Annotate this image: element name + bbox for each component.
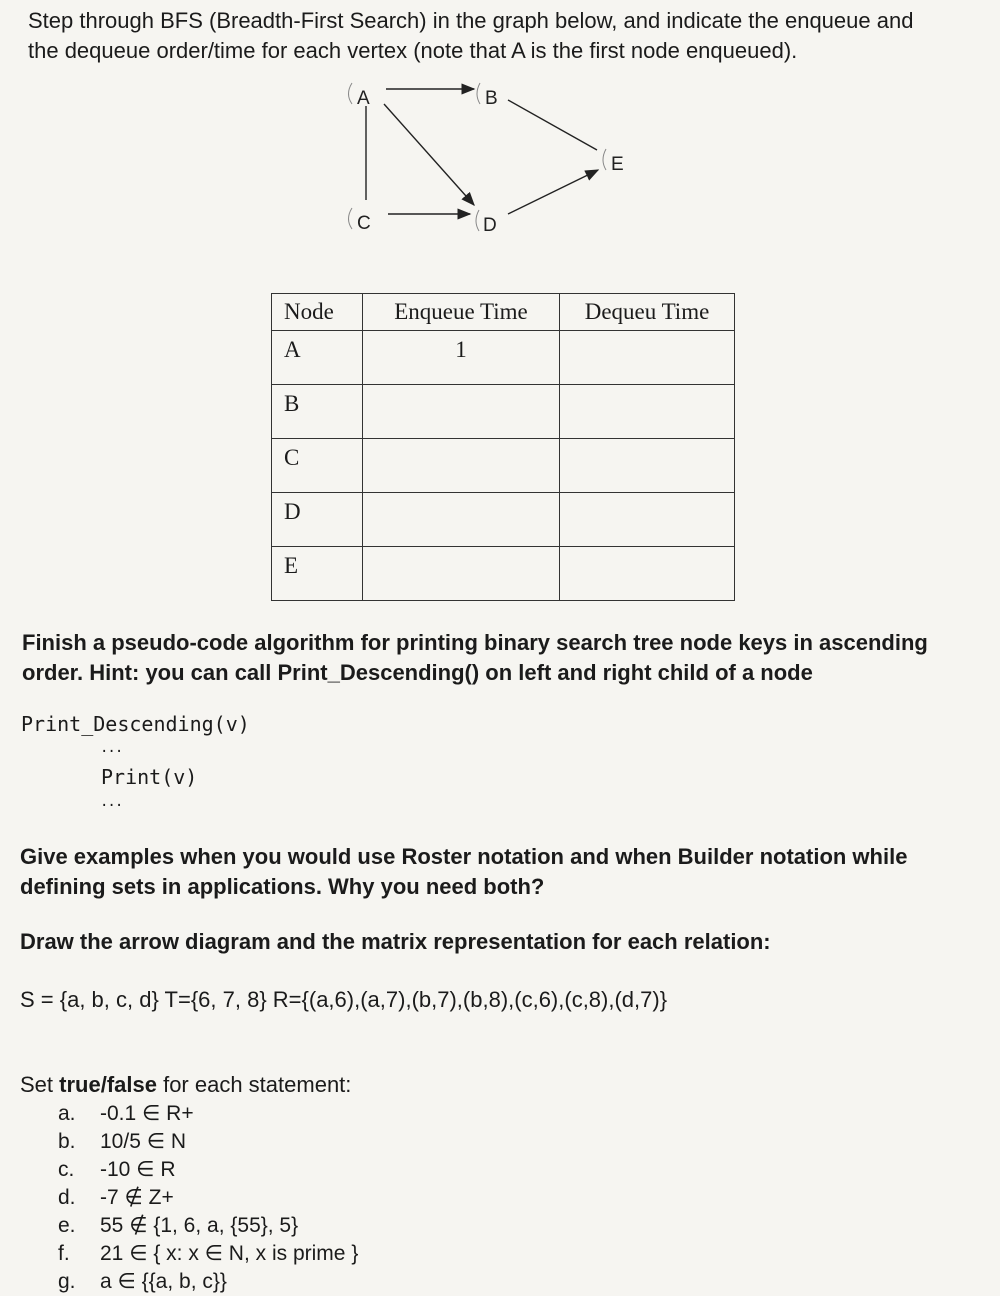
table-row [272,493,735,547]
graph-node-c [349,208,371,234]
table-row [272,385,735,439]
row-node: D [284,499,301,524]
bst-question-line2: order. Hint: you can call Print_Descending() on left and right child of a node [22,660,813,685]
list-item [58,1156,358,1184]
bst-question [22,628,992,688]
header-dequeue-time: Dequeu Time [560,294,735,331]
list-item [58,1100,358,1128]
bst-question-line1: Finish a pseudo-code algorithm for printing binary search tree node keys in ascending [22,630,928,655]
item-text: 10/5 ∈ N [100,1130,186,1153]
item-label: a. [58,1102,76,1125]
code-ellipsis-1: ... [100,740,123,756]
row-enqueue [363,439,559,445]
item-text: 55 ∉ {1, 6, a, {55}, 5} [100,1214,299,1237]
graph-node-a-label: A [357,88,370,109]
true-false-intro-bold: true/false [59,1072,157,1097]
item-text: -0.1 ∈ R+ [100,1102,194,1125]
item-text: -7 ∉ Z+ [100,1186,174,1209]
row-node: E [284,553,299,578]
list-item [58,1184,358,1212]
edge-a-d [384,104,474,205]
graph-node-a [349,83,371,109]
row-enqueue: 1 [455,337,467,362]
row-dequeue[interactable] [560,331,735,385]
bfs-graph [0,0,1000,260]
true-false-list [58,1100,358,1296]
graph-node-e-label: E [611,154,624,175]
code-function-header: Print_Descending(v) [21,712,250,736]
edge-d-e [508,170,598,214]
row-enqueue [363,385,559,391]
true-false-intro [20,1070,351,1100]
graph-node-c-label: C [357,213,371,234]
row-node: A [284,337,301,362]
relation-definition: S = {a, b, c, d} T={6, 7, 8} R={(a,6),(a,7),(b,7),(b,8),(c,6),(c,8),(d,7)} [20,987,668,1012]
item-text: -10 ∈ R [100,1158,176,1181]
graph-node-d-label: D [483,215,497,236]
bfs-table [271,293,735,601]
bfs-question-line2: the dequeue order/time for each vertex (note that A is the first node enqueued). [28,38,798,63]
item-label: c. [58,1158,75,1181]
header-enqueue-time: Enqueue Time [363,294,560,331]
code-ellipsis-2: ... [100,794,123,810]
item-label: e. [58,1214,76,1237]
list-item [58,1212,358,1240]
list-item [58,1240,358,1268]
row-enqueue [363,547,559,553]
code-print-line: Print(v) [101,765,198,789]
graph-node-b [477,83,498,109]
graph-node-e [603,149,624,175]
header-node: Node [272,294,363,331]
true-false-intro-post: for each statement: [156,1072,352,1097]
bfs-question-line1: Step through BFS (Breadth-First Search) in the graph below, and indicate the enqueue and [28,8,914,33]
list-item [58,1128,358,1156]
row-dequeue[interactable] [560,547,735,601]
item-label: b. [58,1130,76,1153]
notation-question-line1: Give examples when you would use Roster notation and when Builder notation while [20,844,908,869]
true-false-intro-pre: Set [20,1072,60,1097]
table-row [272,439,735,493]
item-label: d. [58,1186,76,1209]
row-dequeue[interactable] [560,385,735,439]
row-node: B [284,391,300,416]
notation-question [20,842,990,902]
row-dequeue[interactable] [560,439,735,493]
graph-node-b-label: B [485,88,498,109]
item-text: a ∈ {{a, b, c}} [100,1270,227,1293]
edge-b-e [508,100,597,150]
list-item [58,1268,358,1296]
item-text: 21 ∈ { x: x ∈ N, x is prime } [100,1242,359,1265]
notation-question-line2: defining sets in applications. Why you need both? [20,874,545,899]
row-dequeue[interactable] [560,493,735,547]
row-enqueue [363,493,559,499]
table-row [272,331,735,385]
row-node: C [284,445,300,470]
table-row [272,547,735,601]
item-label: g. [58,1270,76,1293]
relation-question: Draw the arrow diagram and the matrix representation for each relation: [20,929,771,954]
graph-node-d [476,210,497,236]
item-label: f. [58,1242,70,1265]
table-header-row [272,294,735,331]
